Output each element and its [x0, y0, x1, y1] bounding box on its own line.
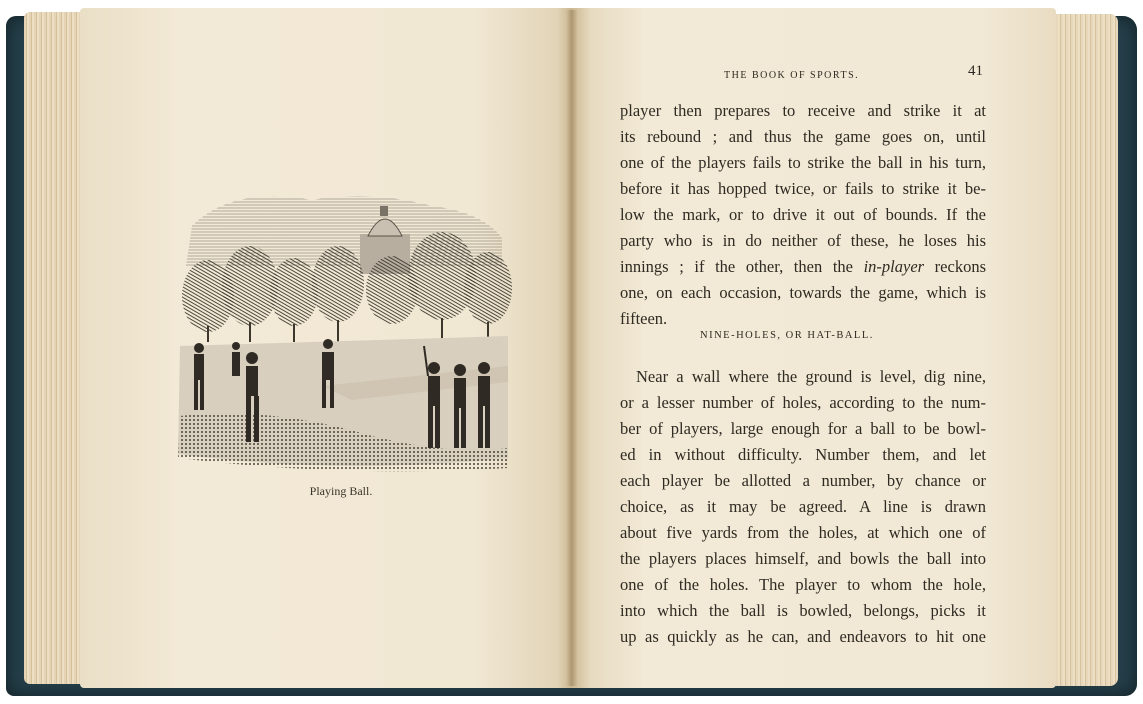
text-line: or a lesser number of holes, according to the num- — [620, 393, 986, 412]
paragraph-2 — [620, 364, 986, 650]
text-line: one of the players fails to strike the ball in his turn, — [620, 153, 986, 172]
text-line: choice, as it may be agreed. A line is drawn — [620, 497, 986, 516]
text-line: one, on each occasion, towards the game, which is — [620, 283, 986, 302]
text-line: each player be allotted a number, by chance or — [620, 471, 986, 490]
text-line: the players places himself, and bowls the ball into — [620, 549, 986, 568]
text-segment: reckons — [924, 257, 986, 276]
text-line: fifteen. — [620, 309, 668, 328]
section-heading: NINE-HOLES, OR HAT-BALL. — [700, 330, 874, 341]
paragraph-1 — [620, 98, 986, 332]
text-segment: innings ; if the other, then the — [620, 257, 864, 276]
page-edges-left — [24, 12, 84, 684]
book-gutter — [566, 10, 578, 686]
text-line: into which the ball is bowled, belongs, picks it — [620, 601, 986, 620]
text-line-with-italic — [620, 254, 986, 280]
italic-term: in-player — [863, 257, 925, 276]
text-line: before it has hopped twice, or fails to strike it be- — [620, 179, 986, 198]
illustration-caption: Playing Ball. — [309, 484, 373, 498]
text-line: its rebound ; and thus the game goes on, until — [620, 127, 986, 146]
text-line: up as quickly as he can, and endeavors to hit one — [620, 627, 986, 646]
text-line: ed in without difficulty. Number them, and let — [620, 445, 986, 464]
page-number: 41 — [968, 63, 983, 79]
running-head: THE BOOK OF SPORTS. — [724, 70, 860, 81]
text-line: player then prepares to receive and strike it at — [620, 101, 986, 120]
text-line: ber of players, large enough for a ball to be bowl- — [620, 419, 986, 438]
page-edges-right — [1048, 14, 1118, 686]
text-line: one of the holes. The player to whom the hole, — [620, 575, 986, 594]
text-line: low the mark, or to drive it out of bounds. If the — [620, 205, 986, 224]
engraving-playing-ball-icon — [172, 186, 512, 474]
text-line: about five yards from the holes, at which one of — [620, 523, 986, 542]
text-line: Near a wall where the ground is level, dig nine, — [636, 367, 986, 386]
text-line: party who is in do neither of these, he loses his — [620, 231, 986, 250]
